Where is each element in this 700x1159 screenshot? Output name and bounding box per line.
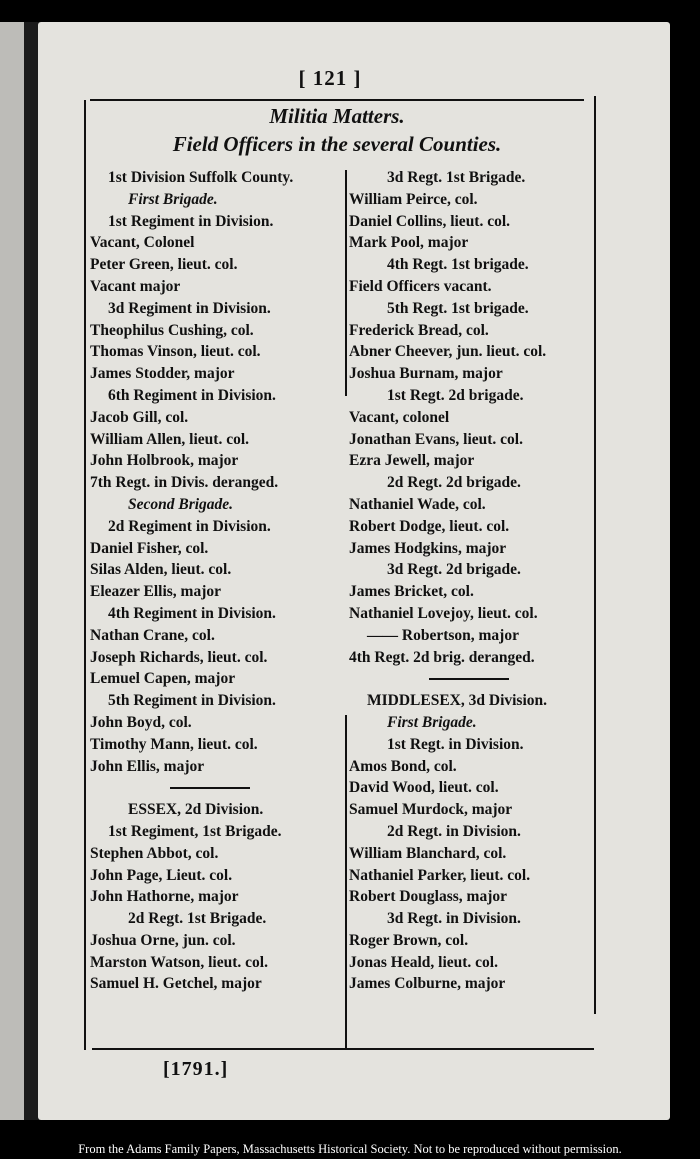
officer-entry: Theophilus Cushing, col.	[90, 321, 254, 339]
officer-entry: Mark Pool, major	[349, 234, 469, 252]
officer-entry: Silas Alden, lieut. col.	[90, 561, 232, 579]
credit-line: From the Adams Family Papers, Massachusetts Historical Society. Not to be reproduced without permission.	[78, 1142, 622, 1156]
regiment-heading: 2d Regiment in Division.	[108, 517, 271, 535]
officer-entry: John Page, Lieut. col.	[90, 866, 233, 884]
officer-entry: William Blanchard, col.	[349, 844, 507, 862]
officer-entry: John Holbrook, major	[90, 452, 239, 470]
regiment-heading: 4th Regiment in Division.	[108, 604, 276, 622]
regiment-heading: 1st Regt. in Division.	[387, 735, 524, 753]
officer-entry: Roger Brown, col.	[349, 931, 469, 949]
officer-entry: John Ellis, major	[90, 757, 205, 775]
brigade-heading: First Brigade.	[387, 713, 477, 731]
frame-left-rule	[84, 100, 86, 1050]
bottom-rule	[92, 1048, 594, 1050]
section-divider	[349, 668, 599, 690]
officer-entry: Eleazer Ellis, major	[90, 583, 222, 601]
officer-entry: Marston Watson, lieut. col.	[90, 953, 268, 971]
officer-entry: Vacant, colonel	[349, 408, 450, 426]
top-rule	[90, 99, 584, 101]
regiment-heading: 6th Regiment in Division.	[108, 386, 276, 404]
officer-entry: Ezra Jewell, major	[349, 452, 475, 470]
adjacent-page-edge	[0, 22, 24, 1120]
brigade-heading: Second Brigade.	[128, 495, 234, 513]
officer-entry: William Allen, lieut. col.	[90, 430, 250, 448]
regiment-heading: 5th Regt. 1st brigade.	[387, 299, 529, 317]
division-heading: ESSEX, 2d Division.	[128, 801, 264, 819]
officer-entry: Amos Bond, col.	[349, 757, 457, 775]
officer-entry: John Hathorne, major	[90, 888, 239, 906]
officer-entry: Daniel Collins, lieut. col.	[349, 212, 511, 230]
division-heading: 1st Division Suffolk County.	[108, 169, 294, 186]
officer-entry: Joseph Richards, lieut. col.	[90, 648, 268, 666]
officer-entry: Robert Douglass, major	[349, 888, 507, 906]
regiment-note: 4th Regt. 2d brig. deranged.	[349, 648, 535, 666]
page-title: Militia Matters.	[269, 104, 405, 128]
left-column	[90, 167, 345, 995]
officer-entry: Peter Green, lieut. col.	[90, 256, 238, 274]
regiment-heading: 2d Regt. in Division.	[387, 822, 521, 840]
officer-entry: James Bricket, col.	[349, 583, 474, 601]
footer-year: [1791.]	[163, 1058, 229, 1080]
officer-entry: Timothy Mann, lieut. col.	[90, 735, 258, 753]
officer-entry: James Hodgkins, major	[349, 539, 507, 557]
right-column	[349, 167, 599, 995]
officer-entry: Nathan Crane, col.	[90, 626, 215, 644]
officer-entry: James Stodder, major	[90, 365, 235, 383]
officer-entry: Thomas Vinson, lieut. col.	[90, 343, 261, 361]
officer-entry: Robert Dodge, lieut. col.	[349, 517, 510, 535]
officer-entry: Jonas Heald, lieut. col.	[349, 953, 498, 971]
regiment-heading: 1st Regt. 2d brigade.	[387, 386, 524, 404]
regiment-heading: 3d Regt. 2d brigade.	[387, 561, 521, 579]
column-divider-top	[345, 170, 347, 396]
column-divider-bottom	[345, 715, 347, 1050]
officer-entry: Nathaniel Lovejoy, lieut. col.	[349, 604, 538, 622]
page-subtitle: Field Officers in the several Counties.	[172, 132, 502, 156]
officer-entry: Samuel H. Getchel, major	[90, 975, 262, 993]
officer-entry: Joshua Orne, jun. col.	[90, 931, 236, 949]
officer-entry: James Colburne, major	[349, 975, 506, 993]
officer-entry: —— Robertson, major	[367, 626, 519, 644]
officer-entry: Vacant, Colonel	[90, 234, 195, 252]
officer-entry: Daniel Fisher, col.	[90, 539, 209, 557]
regiment-heading: 2d Regt. 1st Brigade.	[128, 910, 267, 928]
regiment-heading: 2d Regt. 2d brigade.	[387, 474, 521, 492]
officer-entry: Frederick Bread, col.	[349, 321, 489, 339]
regiment-heading: 5th Regiment in Division.	[108, 692, 276, 710]
officer-entry: William Peirce, col.	[349, 190, 478, 208]
officer-entry: Samuel Murdock, major	[349, 801, 513, 819]
section-divider	[90, 777, 345, 799]
officer-entry: Jonathan Evans, lieut. col.	[349, 430, 523, 448]
page-number: [ 121 ]	[298, 66, 362, 90]
officer-entry: Nathaniel Wade, col.	[349, 495, 486, 513]
officer-entry: Lemuel Capen, major	[90, 670, 236, 688]
officer-entry: Abner Cheever, jun. lieut. col.	[349, 343, 547, 361]
regiment-heading: 4th Regt. 1st brigade.	[387, 256, 529, 274]
division-heading: MIDDLESEX, 3d Division.	[367, 692, 548, 710]
officer-entry: Field Officers vacant.	[349, 277, 492, 295]
regiment-heading: 3d Regiment in Division.	[108, 299, 271, 317]
regiment-heading: 3d Regt. in Division.	[387, 910, 521, 928]
brigade-heading: First Brigade.	[128, 190, 218, 208]
regiment-heading: 1st Regiment in Division.	[108, 212, 274, 230]
regiment-note: 7th Regt. in Divis. deranged.	[90, 474, 279, 492]
officer-entry: Joshua Burnam, major	[349, 365, 503, 383]
officer-entry: Vacant major	[90, 277, 181, 295]
regiment-heading: 3d Regt. 1st Brigade.	[387, 169, 526, 186]
officer-entry: Stephen Abbot, col.	[90, 844, 219, 862]
officer-entry: John Boyd, col.	[90, 713, 192, 731]
regiment-heading: 1st Regiment, 1st Brigade.	[108, 822, 282, 840]
officer-entry: David Wood, lieut. col.	[349, 779, 499, 797]
officer-entry: Jacob Gill, col.	[90, 408, 189, 426]
officer-entry: Nathaniel Parker, lieut. col.	[349, 866, 531, 884]
